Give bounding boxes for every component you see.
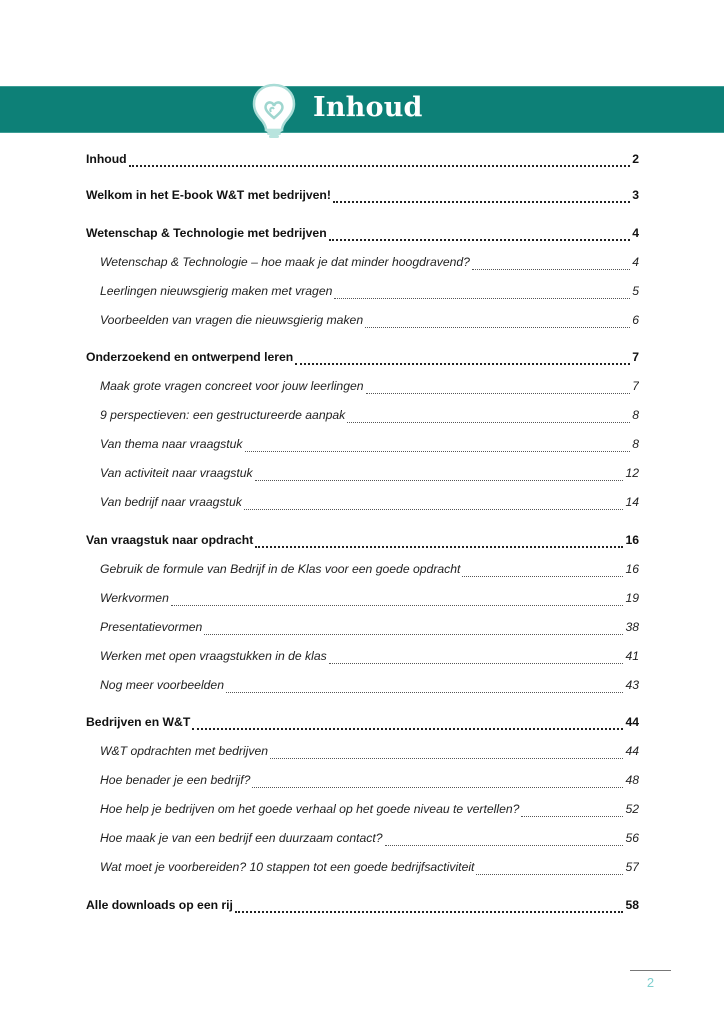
toc-entry-page: 44 bbox=[625, 715, 639, 729]
toc-entry-label: Werken met open vraagstukken in de klas bbox=[100, 649, 327, 663]
toc-dot-leader bbox=[244, 509, 624, 510]
toc-entry-label: Maak grote vragen concreet voor jouw leerlingen bbox=[100, 379, 364, 393]
toc-section-entry[interactable] bbox=[100, 773, 639, 793]
toc-entry-page: 6 bbox=[632, 313, 639, 327]
toc-entry-label: Onderzoekend en ontwerpend leren bbox=[86, 350, 294, 364]
toc-dot-leader bbox=[366, 393, 631, 394]
toc-entry-page: 16 bbox=[625, 533, 639, 547]
toc-entry-label: 9 perspectieven: een gestructureerde aanpak bbox=[100, 408, 346, 422]
toc-entry-label: Wetenschap & Technologie met bedrijven bbox=[86, 226, 327, 240]
toc-entry-label: Bedrijven en W&T bbox=[86, 715, 191, 729]
toc-dot-leader bbox=[476, 874, 623, 875]
toc-dot-leader bbox=[255, 480, 624, 481]
toc-chapter-entry[interactable] bbox=[86, 188, 639, 208]
toc-dot-leader bbox=[129, 165, 631, 167]
toc-dot-leader bbox=[270, 758, 623, 759]
toc-entry-page: 4 bbox=[632, 255, 639, 269]
toc-section-entry[interactable] bbox=[100, 678, 639, 698]
page-number: 2 bbox=[646, 975, 655, 990]
toc-entry-label: Hoe benader je een bedrijf? bbox=[100, 773, 251, 787]
toc-entry-label: Welkom in het E-book W&T met bedrijven! bbox=[86, 188, 331, 202]
toc-entry-page: 44 bbox=[625, 744, 639, 758]
toc-section-entry[interactable] bbox=[100, 802, 639, 822]
toc-chapter-entry[interactable] bbox=[86, 350, 639, 370]
toc-dot-leader bbox=[333, 201, 630, 203]
toc-chapter-entry[interactable] bbox=[86, 152, 639, 172]
toc-dot-leader bbox=[204, 634, 623, 635]
toc-entry-label: Wat moet je voorbereiden? 10 stappen tot een goede bedrijfsactiviteit bbox=[100, 860, 475, 874]
toc-entry-label: Voorbeelden van vragen die nieuwsgierig maken bbox=[100, 313, 364, 327]
toc-entry-page: 8 bbox=[632, 408, 639, 422]
toc-chapter-entry[interactable] bbox=[86, 533, 639, 553]
toc-chapter-entry[interactable] bbox=[86, 715, 639, 735]
toc-section-entry[interactable] bbox=[100, 620, 639, 640]
toc-entry-label: Hoe maak je van een bedrijf een duurzaam contact? bbox=[100, 831, 383, 845]
toc-entry-label: Gebruik de formule van Bedrijf in de Klas voor een goede opdracht bbox=[100, 562, 461, 576]
toc-dot-leader bbox=[521, 816, 623, 817]
toc-section-entry[interactable] bbox=[100, 379, 639, 399]
toc-dot-leader bbox=[472, 269, 630, 270]
toc-entry-page: 3 bbox=[632, 188, 639, 202]
toc-entry-label: Leerlingen nieuwsgierig maken met vragen bbox=[100, 284, 333, 298]
toc-section-entry[interactable] bbox=[100, 860, 639, 880]
toc-entry-page: 48 bbox=[625, 773, 639, 787]
toc-entry-label: Van activiteit naar vraagstuk bbox=[100, 466, 253, 480]
toc-entry-page: 19 bbox=[625, 591, 639, 605]
toc-chapter-entry[interactable] bbox=[86, 226, 639, 246]
toc-dot-leader bbox=[235, 911, 623, 913]
toc-dot-leader bbox=[334, 298, 630, 299]
toc-section-entry[interactable] bbox=[100, 408, 639, 428]
toc-section-entry[interactable] bbox=[100, 437, 639, 457]
toc-section-entry[interactable] bbox=[100, 831, 639, 851]
toc-entry-page: 58 bbox=[625, 898, 639, 912]
toc-entry-page: 43 bbox=[625, 678, 639, 692]
toc-section-entry[interactable] bbox=[100, 591, 639, 611]
toc-entry-page: 2 bbox=[632, 152, 639, 166]
toc-dot-leader bbox=[329, 239, 631, 241]
toc-section-entry[interactable] bbox=[100, 466, 639, 486]
toc-dot-leader bbox=[226, 692, 623, 693]
toc-entry-label: Van thema naar vraagstuk bbox=[100, 437, 243, 451]
toc-entry-page: 8 bbox=[632, 437, 639, 451]
toc-entry-page: 16 bbox=[625, 562, 639, 576]
toc-entry-label: Werkvormen bbox=[100, 591, 169, 605]
toc-dot-leader bbox=[255, 546, 623, 548]
toc-entry-page: 41 bbox=[625, 649, 639, 663]
toc-dot-leader bbox=[295, 363, 630, 365]
toc-entry-page: 52 bbox=[625, 802, 639, 816]
toc-entry-label: Nog meer voorbeelden bbox=[100, 678, 224, 692]
toc-dot-leader bbox=[462, 576, 623, 577]
toc-entry-label: Alle downloads op een rij bbox=[86, 898, 233, 912]
toc-section-entry[interactable] bbox=[100, 649, 639, 669]
toc-dot-leader bbox=[245, 451, 631, 452]
toc-entry-label: Van bedrijf naar vraagstuk bbox=[100, 495, 242, 509]
lightbulb-heart-icon bbox=[250, 82, 298, 140]
toc-entry-page: 5 bbox=[632, 284, 639, 298]
toc-entry-page: 38 bbox=[625, 620, 639, 634]
toc-entry-page: 7 bbox=[632, 379, 639, 393]
toc-dot-leader bbox=[252, 787, 623, 788]
toc-dot-leader bbox=[171, 605, 624, 606]
toc-section-entry[interactable] bbox=[100, 562, 639, 582]
toc-entry-label: Presentatievormen bbox=[100, 620, 203, 634]
toc-section-entry[interactable] bbox=[100, 495, 639, 515]
toc-entry-page: 14 bbox=[625, 495, 639, 509]
toc-entry-label: Inhoud bbox=[86, 152, 127, 166]
toc-entry-label: Wetenschap & Technologie – hoe maak je dat minder hoogdravend? bbox=[100, 255, 470, 269]
toc-section-entry[interactable] bbox=[100, 744, 639, 764]
toc-entry-label: W&T opdrachten met bedrijven bbox=[100, 744, 268, 758]
page-title: Inhoud bbox=[313, 92, 423, 123]
toc-dot-leader bbox=[329, 663, 624, 664]
toc-entry-page: 12 bbox=[625, 466, 639, 480]
toc-chapter-entry[interactable] bbox=[86, 898, 639, 918]
toc-entry-page: 4 bbox=[632, 226, 639, 240]
toc-entry-page: 7 bbox=[632, 350, 639, 364]
toc-section-entry[interactable] bbox=[100, 284, 639, 304]
toc-section-entry[interactable] bbox=[100, 255, 639, 275]
toc-dot-leader bbox=[347, 422, 630, 423]
toc-dot-leader bbox=[365, 327, 630, 328]
toc-section-entry[interactable] bbox=[100, 313, 639, 333]
toc-entry-label: Hoe help je bedrijven om het goede verhaal op het goede niveau te vertellen? bbox=[100, 802, 520, 816]
toc-entry-label: Van vraagstuk naar opdracht bbox=[86, 533, 254, 547]
toc-dot-leader bbox=[192, 728, 623, 730]
toc-entry-page: 56 bbox=[625, 831, 639, 845]
footer-divider bbox=[630, 970, 671, 971]
toc-dot-leader bbox=[385, 845, 624, 846]
toc-entry-page: 57 bbox=[625, 860, 639, 874]
